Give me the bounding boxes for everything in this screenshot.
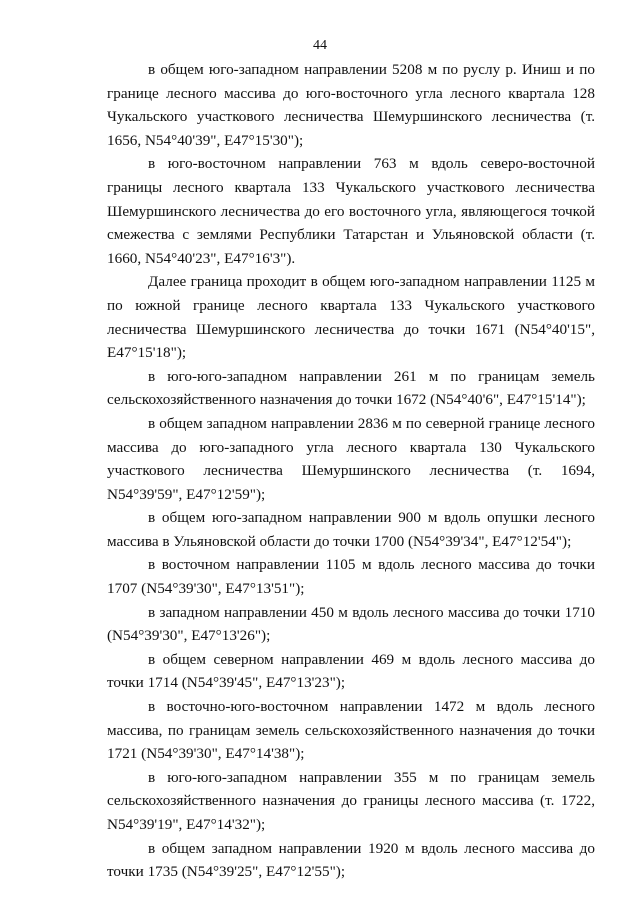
paragraph: в юго-юго-западном направлении 261 м по границам земель сельскохозяйственного назначения до точки 1672 (N54°40'6", E47°15'14"); bbox=[107, 367, 595, 409]
paragraph: в восточно-юго-восточном направлении 1472 м вдоль лесного массива, по границам земель сельскохозяйственного назначения до точки 1721 (N54°39'30", E47°14'38"); bbox=[107, 698, 595, 763]
paragraph: Далее граница проходит в общем юго-западном направлении 1125 м по южной границе лесного квартала 133 Чукальского участкового лесничества Шемуршинского лесничества до точки 1671 (N54°40'15", E47°15'18"); bbox=[107, 273, 595, 362]
paragraph: в общем западном направлении 2836 м по северной границе лесного массива до юго-западного угла лесного квартала 130 Чукальского участкового лесничества Шемуршинского лесничества (т. 1694, N54°39'59", E47°12'59"); bbox=[107, 414, 595, 503]
paragraph: в общем юго-западном направлении 900 м вдоль опушки лесного массива в Ульяновской области до точки 1700 (N54°39'34", E47°12'54"); bbox=[107, 509, 595, 550]
page-number: 44 bbox=[313, 38, 327, 53]
paragraph: в общем юго-западном направлении 5208 м по руслу р. Иниш и по границе лесного массива до юго-восточного угла лесного квартала 128 Чукальского участкового лесничества Шемуршинского лесничества (т. 1656, N54°40'39", E47°15'30"); bbox=[107, 61, 595, 149]
paragraph: в западном направлении 450 м вдоль лесного массива до точки 1710 (N54°39'30", E47°13'26"); bbox=[107, 603, 595, 645]
paragraph: в юго-восточном направлении 763 м вдоль северо-восточной границы лесного квартала 133 Чукальского участкового лесничества Шемуршинского лесничества до его восточного угла, являющегося точкой смежества с землями Республики Татарстан и Ульяновской области (т. 1660, N54°40'23", E47°16'3"). bbox=[107, 155, 595, 267]
paragraph: в восточном направлении 1105 м вдоль лесного массива до точки 1707 (N54°39'30", E47°13'51"); bbox=[107, 556, 595, 598]
paragraph: в общем западном направлении 1920 м вдоль лесного массива до точки 1735 (N54°39'25", E47°12'55"); bbox=[107, 839, 595, 881]
paragraph: в общем северном направлении 469 м вдоль лесного массива до точки 1714 (N54°39'45", E47°13'23"); bbox=[107, 650, 595, 692]
document-body bbox=[107, 58, 595, 884]
paragraph: в юго-юго-западном направлении 355 м по границам земель сельскохозяйственного назначения до границы лесного массива (т. 1722, N54°39'19", E47°14'32"); bbox=[107, 768, 595, 833]
